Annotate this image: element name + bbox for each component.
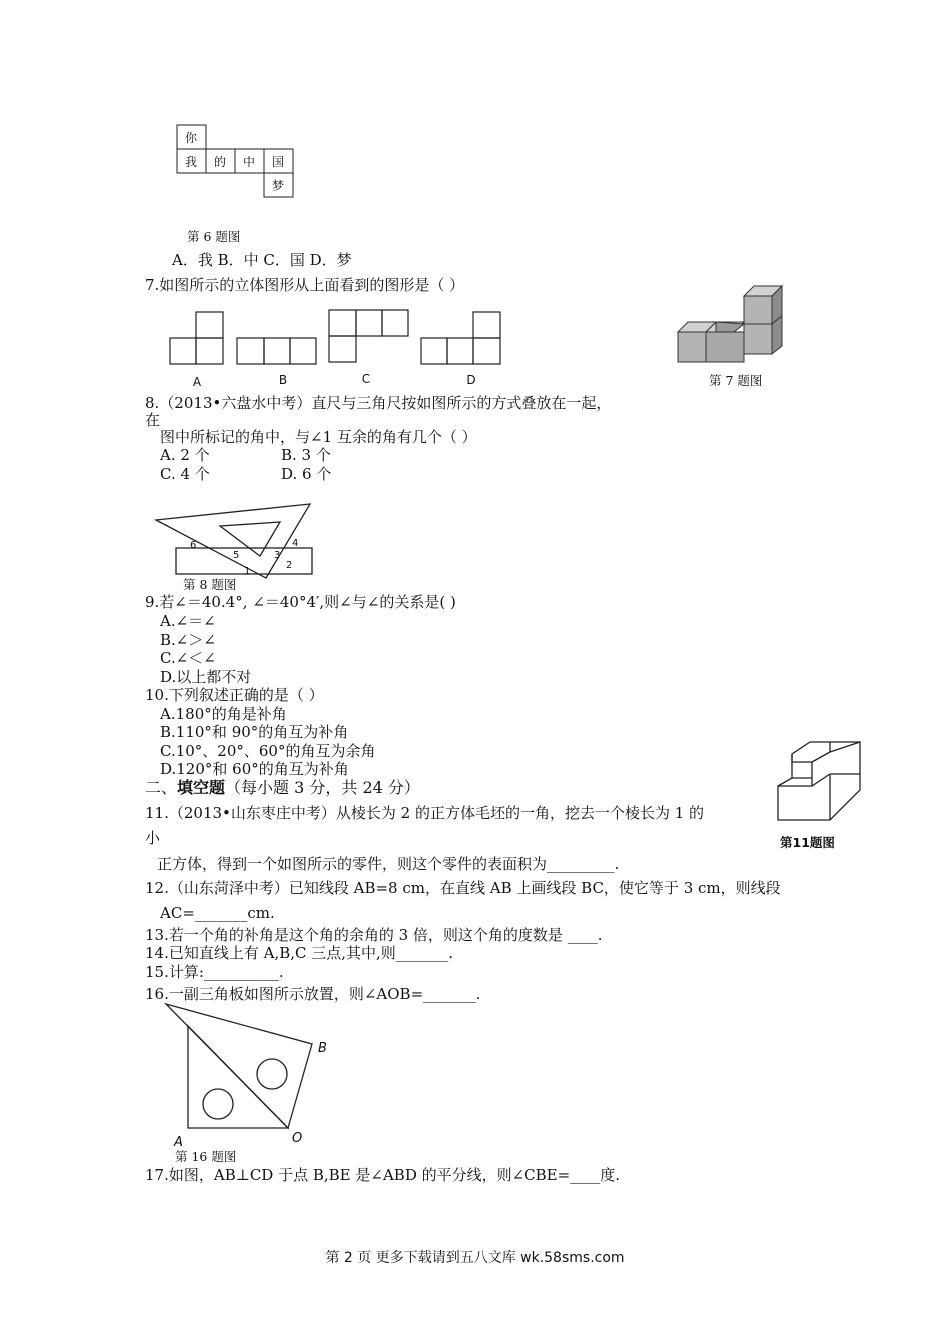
angle-label: 5 [233,550,240,561]
grid-char: 梦 [271,179,285,193]
q16-caption: 第 16 题图 [175,1149,237,1164]
section-suffix: （每小题 3 分，共 24 分） [225,778,420,797]
grid-char: 我 [184,155,198,169]
q8-caption: 第 8 题图 [183,577,237,592]
q7-option-label: D [466,373,476,387]
page-footer: 第 2 页 更多下载请到五八文库 wk.58sms.com [325,1250,625,1266]
q7-caption: 第 7 题图 [709,373,763,388]
angle-label: 2 [286,560,293,571]
q8-option-d: D. 6 个 [281,465,332,483]
q8-ruler-triangle-figure [150,498,320,580]
point-label: A [174,1135,183,1150]
point-label: B [318,1041,327,1056]
q8-stem-line1: 8.（2013•六盘水中考）直尺与三角尺按如图所示的方式叠放在一起， [145,394,612,412]
q7-solid-figure [674,282,794,372]
angle-label: 6 [190,540,197,551]
section-prefix: 二、 [145,778,178,797]
q13-stem: 13.若一个角的补角是这个角的余角的 3 倍，则这个角的度数是 ____. [145,926,603,944]
q8-option-a: A. 2 个 [160,446,210,464]
q6-grid-figure [176,124,294,202]
q10-option: C.10°、20°、60°的角互为余角 [160,742,376,760]
q10-option: D.120°和 60°的角互为补角 [160,760,349,778]
q9-option: C.∠＜∠ [160,649,216,667]
q6-caption: 第 6 题图 [187,229,241,244]
q9-option: B.∠＞∠ [160,631,216,649]
angle-label: 4 [292,538,299,549]
point-label: O [292,1131,303,1146]
q17-stem: 17.如图，AB⊥CD 于点 B,BE 是∠ABD 的平分线，则∠CBE=____度. [145,1166,620,1184]
grid-char: 你 [184,131,198,145]
q7-option-label: B [278,373,288,387]
grid-char: 的 [213,155,227,169]
q8-option-b: B. 3 个 [281,446,331,464]
q11-line1: 11.（2013•山东枣庄中考）从棱长为 2 的正方体毛坯的一角，挖去一个棱长为 1 的 [145,804,705,822]
q11-line2: 小 [145,829,161,847]
q15-stem: 15.计算:__________. [145,963,284,981]
q7-option-label: A [192,375,202,389]
q8-stem-line2: 在 [145,411,161,429]
q14-stem: 14.已知直线上有 A,B,C 三点,其中,则_______. [145,944,454,962]
q10-option: B.110°和 90°的角互为补角 [160,723,349,741]
angle-label: 3 [274,550,281,561]
q16-triangles-figure [162,1000,342,1152]
q9-stem: 9.若∠＝40.4°, ∠＝40°4′,则∠与∠的关系是( ) [145,593,456,611]
q11-caption: 第11题图 [780,835,835,850]
q9-option: D.以上都不对 [160,668,252,686]
angle-label: 1 [244,566,251,577]
q8-stem-line3: 图中所标记的角中，与∠1 互余的角有几个（ ） [160,428,477,446]
grid-char: 国 [271,155,285,169]
q12-line1: 12.（山东菏泽中考）已知线段 AB=8 cm，在直线 AB 上画线段 BC，使它等于 3 cm，则线段 [145,879,781,897]
q11-cube-figure [774,740,864,826]
q8-option-c: C. 4 个 [160,465,210,483]
section-heading [145,779,420,797]
q9-option: A.∠＝∠ [160,612,216,630]
q7-option-label: C [361,372,371,386]
q7-options-figure [165,306,505,390]
grid-char: 中 [242,155,256,169]
q7-stem: 7.如图所示的立体图形从上面看到的图形是（ ） [145,276,465,294]
q16-stem: 16.一副三角板如图所示放置，则∠AOB=_______. [145,985,481,1003]
q10-stem: 10.下列叙述正确的是（ ） [145,686,324,704]
section-title: 填空题 [177,778,226,797]
q11-line3: 正方体，得到一个如图所示的零件，则这个零件的表面积为_________. [157,855,620,873]
q6-options: A．我 B．中 C．国 D．梦 [172,251,352,269]
q10-option: A.180°的角是补角 [160,705,287,723]
q12-line2: AC=_______cm. [160,904,275,922]
